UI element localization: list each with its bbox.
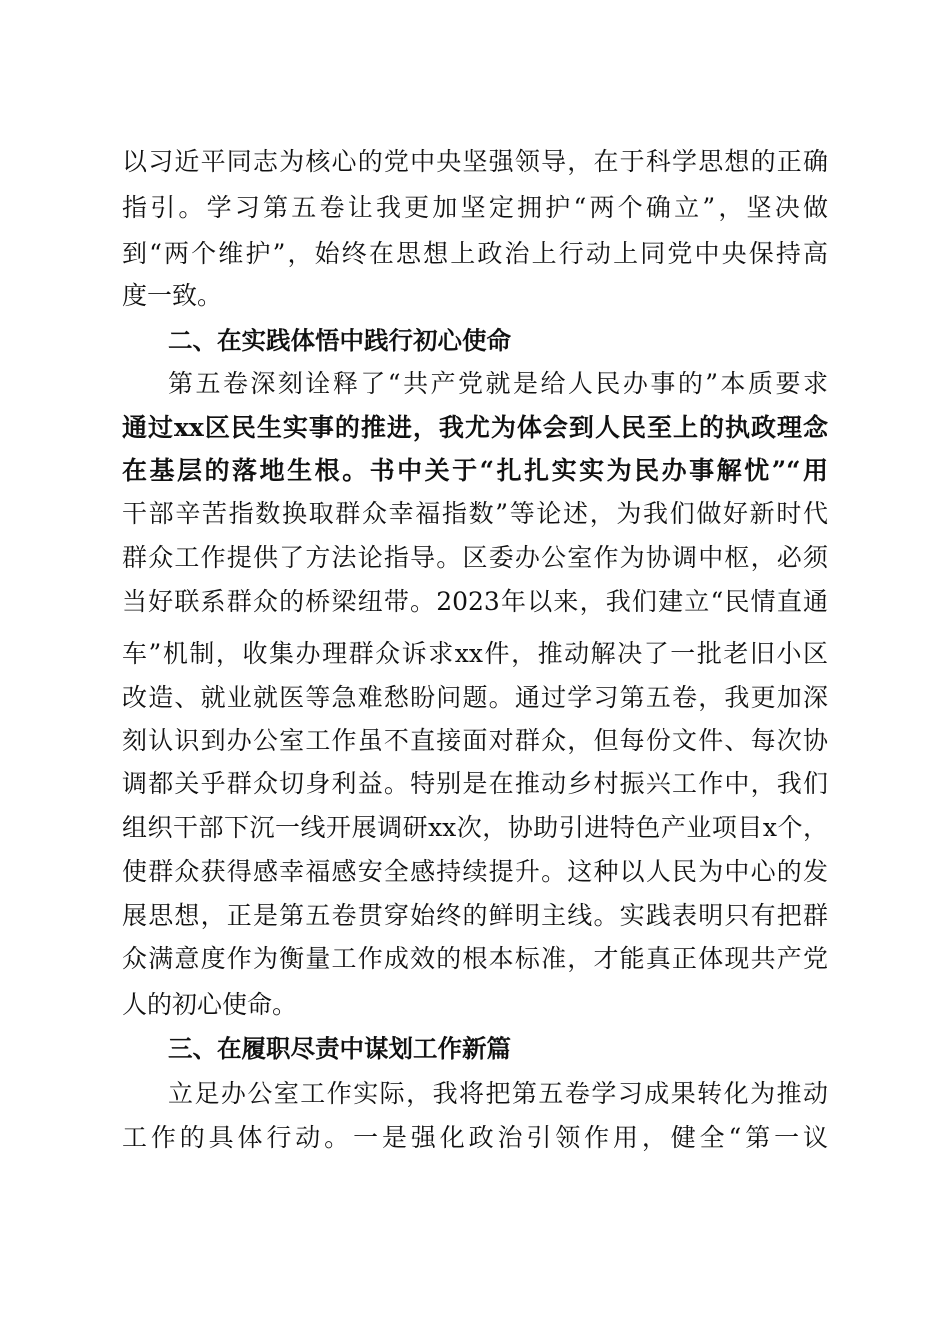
body-text-line: 车”机制，收集办理群众诉求xx件，推动解决了一批老旧小区 xyxy=(122,639,828,668)
body-text-line: 立足办公室工作实际，我将把第五卷学习成果转化为推动 xyxy=(168,1079,828,1108)
body-text-line: 指引。学习第五卷让我更加坚定拥护“两个确立”，坚决做 xyxy=(122,193,828,222)
body-text-line: 调都关乎群众切身利益。特别是在推动乡村振兴工作中，我们 xyxy=(122,769,828,798)
body-text-line: 第五卷深刻诠释了“共产党就是给人民办事的”本质要求 xyxy=(168,369,828,398)
body-text-line: 人的初心使命。 xyxy=(122,990,298,1019)
body-text-line: 刻认识到办公室工作虽不直接面对群众，但每份文件、每次协 xyxy=(122,726,828,755)
body-text-line: 以习近平同志为核心的党中央坚强领导，在于科学思想的正确 xyxy=(122,147,828,176)
body-text-line: 在基层的落地生根。书中关于“扎扎实实为民办事解忧”“用 xyxy=(122,456,828,485)
section-heading-2: 二、在实践体悟中践行初心使命 xyxy=(168,326,511,355)
body-text-line: 干部辛苦指数换取群众幸福指数”等论述，为我们做好新时代 xyxy=(122,499,828,528)
body-text-line: 到“两个维护”，始终在思想上政治上行动上同党中央保持高 xyxy=(122,239,828,268)
body-text-line: 组织干部下沉一线开展调研xx次，协助引进特色产业项目x个， xyxy=(122,813,828,842)
body-text-line: 工作的具体行动。一是强化政治引领作用，健全“第一议 xyxy=(122,1123,828,1152)
body-text-line: 群众工作提供了方法论指导。区委办公室作为协调中枢，必须 xyxy=(122,543,828,572)
body-text-line: 改造、就业就医等急难愁盼问题。通过学习第五卷，我更加深 xyxy=(122,683,828,712)
body-text-line: 众满意度作为衡量工作成效的根本标准，才能真正体现共产党 xyxy=(122,944,828,973)
body-text-line: 当好联系群众的桥梁纽带。2023年以来，我们建立“民情直通 xyxy=(122,587,828,616)
body-text-line: 度一致。 xyxy=(122,281,223,310)
body-text-line: 展思想，正是第五卷贯穿始终的鲜明主线。实践表明只有把群 xyxy=(122,901,828,930)
body-text-line: 使群众获得感幸福感安全感持续提升。这种以人民为中心的发 xyxy=(122,857,828,886)
section-heading-3: 三、在履职尽责中谋划工作新篇 xyxy=(168,1034,511,1063)
body-text-line: 通过xx区民生实事的推进，我尤为体会到人民至上的执政理念 xyxy=(122,413,828,442)
